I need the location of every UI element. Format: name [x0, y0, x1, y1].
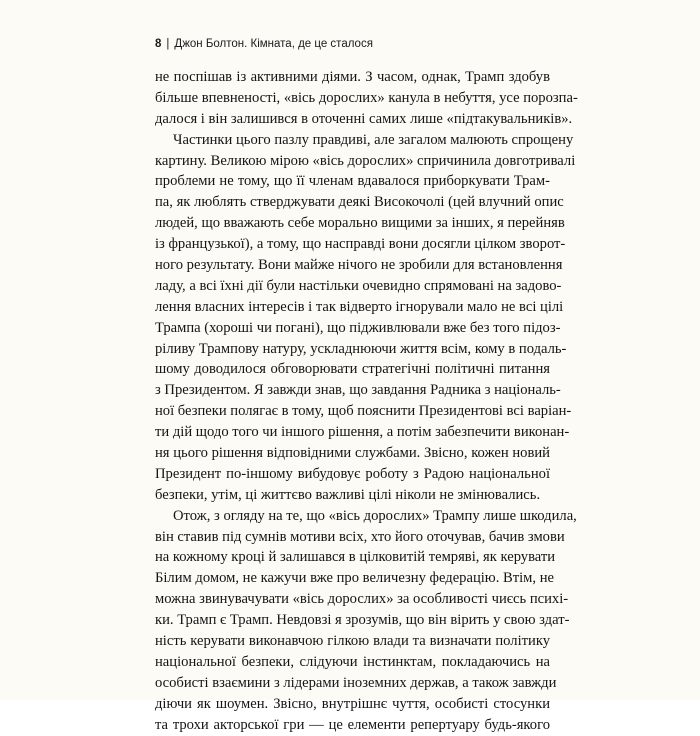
running-title: Джон Болтон. Кімната, де це сталося	[174, 38, 373, 50]
text-line: лення власних інтересів і так відверто ігнорували мало не всі цілі	[155, 298, 564, 315]
text-line: діючи як шоумен. Звісно, внутрішнє чуття, особисті стосунки	[155, 695, 550, 712]
text-line: з Президентом. Я завжди знав, що завдання Радника з національ-	[155, 382, 561, 399]
text-line: Білим домом, не кажучи вже про величезну федерацію. Втім, не	[155, 570, 554, 587]
text-line: ної безпеки полягає в тому, щоб пояснити Президентові всі варіан-	[155, 403, 572, 420]
text-line: Трампа (хороші чи погані), що підживлювали вже без того підоз-	[155, 319, 561, 336]
header-separator: |	[166, 38, 170, 50]
text-line: із французької), а тому, що насправді вони досягли цілком зворот-	[155, 236, 566, 253]
text-line: далося і він залишився в оточенні самих лише «підтакувальників».	[155, 110, 573, 127]
text-line: ного результату. Вони майже нічого не зробили для встановлення	[155, 257, 563, 274]
text-line: ріливу Трампову натуру, ускладнюючи життя всім, кому в подаль-	[155, 340, 567, 357]
running-header	[155, 38, 373, 50]
text-line: та трохи акторської гри — це елементи репертуару будь-якого	[155, 716, 550, 733]
text-line: ки. Трамп є Трамп. Невдовзі я зрозумів, що він вірить у свою здат-	[155, 612, 570, 629]
page-number: 8	[155, 38, 162, 50]
text-line: людей, що вважають себе морально вищими за інших, я перейняв	[155, 215, 565, 232]
text-line: па, як люблять стверджувати деякі Високочолі (цей влучний опис	[155, 194, 564, 211]
text-line: особисті взаємини з лідерами іноземних держав, а також завжди	[155, 674, 557, 691]
text-line: ти дій щодо того чи іншого рішення, а потім забезпечити виконан-	[155, 424, 570, 441]
text-line: картину. Великою мірою «вісь дорослих» спричинила довготривалі	[155, 152, 576, 169]
text-line: Президент по-іншому вибудовує роботу з Радою національної	[155, 465, 550, 482]
text-line: Отож, з огляду на те, що «вісь дорослих» Трампу лише шкодила,	[173, 507, 577, 524]
text-line: ність керувати виконавчою гілкою влади та визначати політику	[155, 633, 550, 650]
text-line: Частинки цього пазлу правдиві, але загалом малюють спрощену	[173, 131, 574, 148]
text-line: не поспішав із активними діями. З часом, однак, Трамп здобув	[155, 69, 550, 85]
text-line: безпеки, утім, ці життєво важливі цілі ніколи не змінювались.	[155, 486, 541, 503]
text-line: він ставив під сумнів мотиви всіх, хто його оточував, бачив змови	[155, 528, 565, 545]
text-line: можна звинувачувати «вісь дорослих» за особливості чиєсь психі-	[155, 591, 569, 608]
text-line: більше впевненості, «вісь дорослих» канула в небуття, усе порозпа-	[155, 89, 578, 106]
text-line: на кожному кроці й залишався в цілковитій темряві, як керувати	[155, 549, 556, 566]
text-line: ня цього рішення відповідними службами. Звісно, кожен новий	[155, 445, 550, 462]
text-line: національної безпеки, слідуючи інстинктам, покладаючись на	[155, 653, 550, 670]
text-line: шому доводилося обговорювати стратегічні політичні питання	[155, 361, 550, 378]
text-line: проблеми не тому, що її членам вдавалося приборкувати Трам-	[155, 173, 550, 190]
text-line: ладу, а всі їхні дії були настільки очевидно спрямовані на задово-	[155, 277, 562, 294]
body-text	[155, 67, 578, 736]
